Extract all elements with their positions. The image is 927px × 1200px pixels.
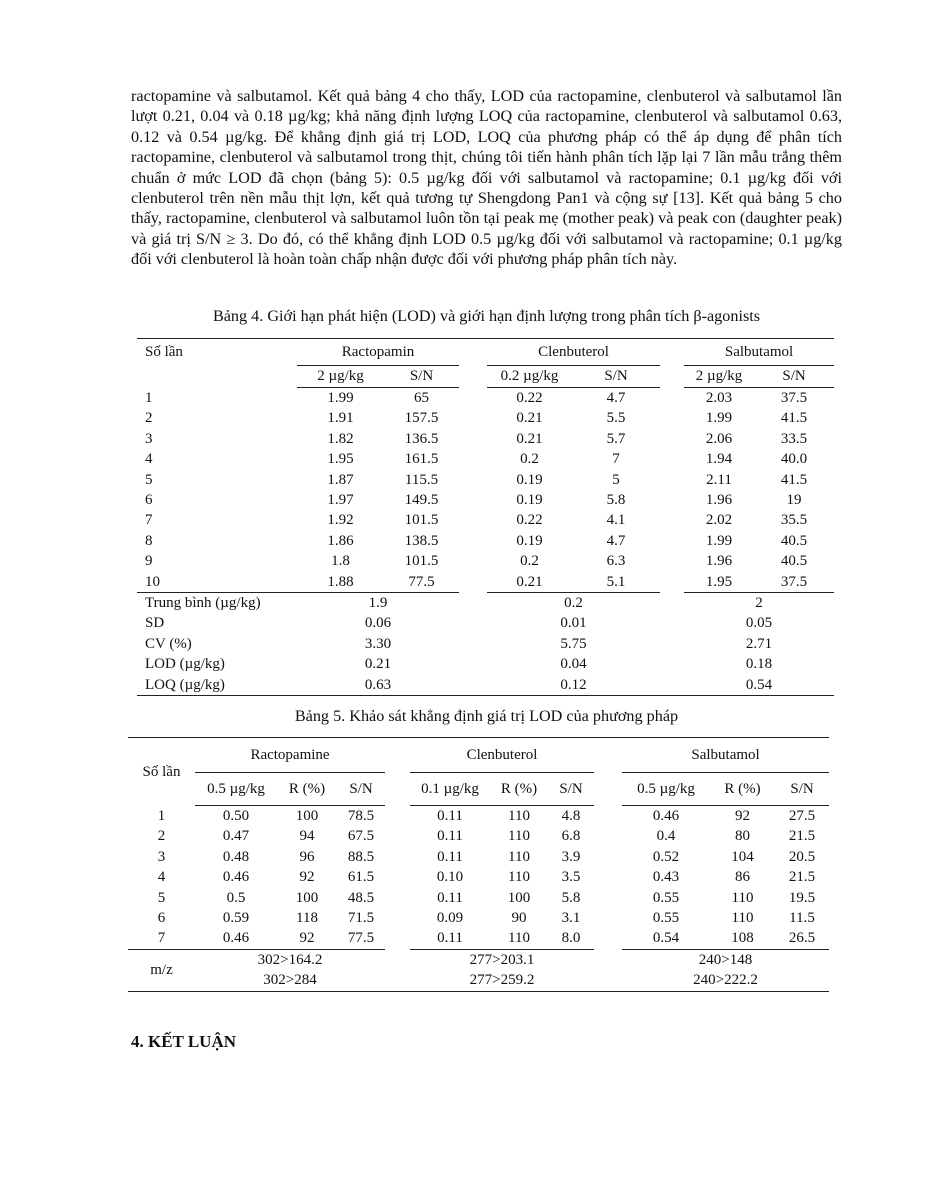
table-cell: 3.9 (561, 848, 581, 865)
table-cell: 1.82 (327, 430, 354, 447)
table-cell: 0.11 (437, 930, 463, 947)
spacer-cell (385, 826, 410, 846)
table-cell: Trung bình (µg/kg) (137, 593, 297, 614)
table-cell: 100 (295, 808, 319, 824)
table-cell: 115.5 (404, 471, 439, 488)
table-cell: 5.7 (606, 430, 626, 447)
table-cell: 1.88 (327, 573, 354, 590)
spacer-cell (459, 449, 487, 469)
spacer-cell (660, 490, 684, 510)
table-row (128, 928, 829, 949)
column-header: S/N (754, 366, 834, 388)
table-cell: 90 (511, 910, 527, 927)
mz-value: 277>259.2 (469, 972, 535, 989)
table-cell: 110 (508, 869, 530, 886)
table-cell: 20.5 (788, 848, 816, 865)
table-cell: 0.55 (652, 910, 680, 927)
table-cell: 2.02 (705, 512, 733, 529)
mz-value: 240>148 (622, 949, 829, 970)
spacer-cell (660, 675, 684, 696)
table-cell: 6.3 (606, 553, 626, 570)
table-cell: 40.5 (780, 532, 808, 549)
spacer-cell (594, 806, 622, 827)
table-cell: 1.91 (327, 410, 354, 427)
table-row (128, 908, 829, 928)
table-cell: 0.11 (437, 848, 463, 865)
spacer-cell (594, 888, 622, 908)
table-cell: 80 (735, 828, 751, 845)
table-cell: 21.5 (788, 828, 816, 845)
table-cell: 149.5 (404, 492, 439, 509)
table-cell: 7 (157, 930, 166, 947)
summary-row (137, 613, 834, 633)
spacer-cell (660, 593, 684, 614)
table-cell: 41.5 (780, 471, 808, 488)
table-cell: 1.95 (327, 451, 354, 468)
column-header: R (%) (710, 773, 775, 806)
table-cell: 10 (145, 573, 160, 590)
table-row (137, 408, 834, 428)
group-header: Salbutamol (684, 339, 834, 366)
spacer-cell (660, 572, 684, 593)
table-cell: 110 (731, 889, 754, 906)
table-cell: 6 (145, 492, 153, 509)
table-cell: 0.09 (436, 910, 464, 927)
table-cell: 94 (299, 828, 315, 845)
spacer-cell (385, 806, 410, 827)
spacer-cell (385, 888, 410, 908)
table-cell: 3 (145, 430, 153, 447)
table-cell: 0.19 (516, 532, 543, 549)
mz-value: 240>222.2 (693, 972, 758, 989)
table-cell: 4 (145, 451, 153, 468)
column-header: 2 µg/kg (684, 366, 754, 388)
table-row (137, 531, 834, 551)
table-cell: 77.5 (347, 930, 375, 947)
table-cell: 6.8 (561, 828, 581, 845)
spacer-cell (660, 634, 684, 654)
table-cell: 2.11 (706, 471, 732, 488)
group-header: Ractopamine (195, 738, 385, 773)
table4-caption: Bảng 4. Giới hạn phát hiện (LOD) và giới hạn định lượng trong phân tích β-agonists (212, 307, 761, 325)
spacer-cell (459, 613, 487, 633)
table-cell: 3 (157, 848, 166, 865)
spacer-cell (660, 408, 684, 428)
table-cell: 37.5 (780, 573, 808, 590)
spacer-cell (660, 470, 684, 490)
table-cell: 1.99 (705, 532, 733, 549)
table-row (137, 388, 834, 409)
section-heading: 4. KẾT LUẬN (131, 1032, 237, 1051)
table-cell: 26.5 (788, 930, 816, 947)
column-header: S/N (775, 773, 829, 806)
table-cell: 0.21 (516, 430, 543, 447)
table-cell: 100 (295, 889, 319, 906)
table-cell: 1.96 (705, 492, 733, 509)
table-cell: 0.11 (437, 828, 463, 845)
spacer-cell (459, 675, 487, 696)
table-cell: 118 (296, 910, 318, 927)
table-cell: 0.4 (656, 828, 676, 845)
spacer-cell (660, 388, 684, 409)
table-cell: 4 (157, 869, 166, 886)
row-header: Số lần (142, 763, 181, 780)
table-cell: 71.5 (347, 910, 375, 927)
table-cell: 0.54 (652, 930, 680, 947)
spacer-cell (594, 847, 622, 867)
table-cell: 86 (735, 869, 751, 886)
spacer-cell (594, 826, 622, 846)
table-cell: 100 (507, 889, 531, 906)
table-cell: 1.95 (705, 573, 733, 590)
spacer-cell (459, 531, 487, 551)
table-cell: 0.18 (745, 656, 773, 673)
table-cell: 110 (508, 828, 530, 845)
table-cell: 0.52 (652, 848, 680, 865)
table5-caption: Bảng 5. Khảo sát khẳng định giá trị LOD của phương pháp (294, 707, 679, 725)
table-row (137, 551, 834, 571)
table-cell: 1.9 (297, 593, 459, 614)
spacer-cell (459, 572, 487, 593)
table-cell: 40.5 (780, 553, 808, 570)
mz-value: 302>284 (263, 972, 317, 989)
table-cell: 4.1 (606, 512, 626, 529)
table-row (137, 572, 834, 593)
table-cell: 48.5 (347, 889, 375, 906)
table-cell: 1.94 (705, 451, 733, 468)
table-cell: 40.0 (780, 451, 808, 468)
table-cell: 0.2 (520, 553, 539, 570)
spacer-cell (594, 908, 622, 928)
column-header: S/N (548, 773, 594, 806)
body-paragraph: ractopamine và salbutamol. Kết quả bảng 4 cho thấy, LOD của ractopamine, clenbuterol và salbutamol lần lượt 0.21, 0.04 và 0.18 µg/kg; khả năng định lượng LOQ của ractopamine, clenbuterol và salbutamol 0.63, 0.12 và 0.54 µg/kg. Để khẳng định giá trị LOD, LOQ của phương pháp có thể áp dụng để phân tích ractopamine, clenbuterol và salbutamol trong thịt, chúng tôi tiến hành phân tích lặp lại 7 lần mẫu trắng thêm chuẩn ở mức LOD đã chọn (bảng 5): 0.5 µg/kg đối với salbutamol và ractopamine; 0.1 µg/kg đối với clenbuterol trên nền mẫu thịt lợn, kết quả tương tự Shengdong Pan1 và cộng sự [13]. Kết quả bảng 5 cho thấy, ractopamine, clenbuterol và salbutamol luôn tồn tại peak mẹ (mother peak) và peak con (daughter peak) và giá trị S/N ≥ 3. Do đó, có thể khẳng định LOD 0.5 µg/kg đối với salbutamol và ractopamine; 0.1 µg/kg đối với clenbuterol là hoàn toàn chấp nhận được đối với phương pháp phân tích này. (131, 87, 842, 269)
table-cell: 0.01 (560, 615, 587, 632)
table-cell: 110 (508, 848, 530, 865)
spacer-cell (660, 531, 684, 551)
table-row (137, 449, 834, 469)
table-cell: 161.5 (404, 451, 439, 468)
table-cell: 0.46 (222, 869, 250, 886)
table-cell: 67.5 (347, 828, 375, 845)
table-row (137, 490, 834, 510)
group-header: Clenbuterol (410, 738, 594, 773)
table-cell: 5.75 (560, 635, 587, 652)
table-cell: 0.06 (364, 615, 392, 632)
spacer-cell (660, 449, 684, 469)
table-cell: 0.11 (437, 808, 463, 824)
table-cell: 110 (731, 910, 754, 927)
table-cell: 108 (731, 930, 754, 947)
spacer-cell (459, 654, 487, 674)
table-row (137, 470, 834, 490)
group-header: Ractopamin (297, 339, 459, 366)
table-cell: 33.5 (780, 430, 808, 447)
spacer-cell (385, 867, 410, 887)
table-cell: 0.19 (516, 492, 543, 509)
table-cell: 0.21 (516, 410, 543, 427)
table-cell: 1 (145, 389, 153, 406)
column-header: 0.5 µg/kg (195, 773, 277, 806)
table-cell: 8 (145, 532, 153, 549)
table-cell: 1.8 (331, 553, 350, 570)
table-row (128, 806, 829, 827)
table-cell: 1.96 (705, 553, 733, 570)
table-cell: 41.5 (780, 410, 808, 427)
table-cell: 136.5 (404, 430, 439, 447)
table-cell: 1.99 (327, 390, 354, 406)
spacer-cell (459, 388, 487, 409)
table-cell: 0.46 (652, 808, 680, 824)
summary-row (137, 634, 834, 654)
column-header: 0.5 µg/kg (622, 773, 710, 806)
column-header: 0.2 µg/kg (487, 366, 572, 388)
table-cell: 7 (612, 451, 620, 468)
table-cell: 92 (735, 808, 751, 824)
spacer-cell (459, 593, 487, 614)
table-cell: 3.1 (561, 910, 581, 927)
table-cell: 3.5 (561, 869, 581, 886)
table-cell: 0.11 (437, 889, 463, 906)
table-cell: 101.5 (404, 512, 439, 529)
table-cell: 0.19 (516, 471, 543, 488)
table-cell: 0.59 (222, 910, 250, 927)
table-row (137, 429, 834, 449)
table-row (137, 510, 834, 530)
row-header: Số lần (145, 344, 183, 360)
spacer-cell (594, 928, 622, 949)
table-row (128, 847, 829, 867)
table-cell: 0.21 (364, 656, 392, 673)
table-cell: 8.0 (561, 930, 581, 947)
spacer-cell (459, 510, 487, 530)
table-cell: 2 (157, 828, 166, 845)
table-cell: 92 (299, 869, 315, 886)
table-cell: 37.5 (780, 390, 808, 406)
table-cell: 1.86 (327, 532, 354, 549)
column-header: S/N (384, 366, 459, 388)
spacer-cell (459, 470, 487, 490)
group-header: Salbutamol (622, 738, 829, 773)
spacer-cell (594, 867, 622, 887)
table-cell: 0.04 (560, 656, 587, 673)
table-cell: 92 (299, 930, 315, 947)
table-cell: 1.97 (327, 492, 354, 509)
table-cell: 5 (145, 471, 153, 488)
column-header: S/N (337, 773, 385, 806)
table-cell: 5.8 (606, 492, 626, 509)
table-cell: 1 (157, 807, 166, 824)
table-cell: 19.5 (788, 889, 816, 906)
mz-label: m/z (128, 949, 195, 991)
table-cell: 78.5 (347, 808, 375, 824)
table-cell: 5 (157, 889, 166, 906)
table-cell: 0.48 (222, 848, 250, 865)
table-cell: 5.8 (561, 889, 581, 906)
table-cell: 1.99 (705, 410, 733, 427)
table-4 (137, 338, 834, 696)
table-cell: 11.5 (789, 910, 815, 927)
summary-row (137, 675, 834, 696)
table-row (128, 867, 829, 887)
table-cell: 2.03 (705, 390, 733, 406)
table-cell: 1.92 (327, 512, 354, 529)
table-cell: 157.5 (404, 410, 439, 427)
table-cell: 0.2 (520, 451, 539, 468)
table-cell: 5.1 (606, 573, 626, 590)
spacer-cell (459, 634, 487, 654)
table-cell: 88.5 (347, 848, 375, 865)
table-cell: 0.5 (226, 889, 246, 906)
spacer-cell (660, 429, 684, 449)
table-cell: 5.5 (606, 410, 626, 427)
table-cell: 5 (612, 471, 620, 488)
table-cell: 2.06 (705, 430, 733, 447)
spacer-cell (385, 847, 410, 867)
summary-row (137, 593, 834, 614)
table-cell: 0.50 (222, 808, 250, 824)
spacer-cell (459, 408, 487, 428)
spacer-cell (459, 490, 487, 510)
spacer-cell (459, 551, 487, 571)
table-cell: 27.5 (788, 808, 816, 824)
table-row (128, 888, 829, 908)
table-cell: 96 (299, 848, 315, 865)
table-cell: 0.05 (745, 615, 773, 632)
spacer-cell (660, 613, 684, 633)
table-cell: 0.47 (222, 828, 250, 845)
table-cell: 0.55 (652, 889, 680, 906)
table-cell: 2 (145, 410, 153, 427)
table-cell: 0.46 (222, 930, 250, 947)
column-header: 0.1 µg/kg (410, 773, 490, 806)
table-cell: 0.12 (560, 676, 587, 693)
summary-row (137, 654, 834, 674)
table-cell: 0.22 (516, 512, 543, 529)
mz-value: 277>203.1 (410, 949, 594, 970)
table-cell: CV (%) (145, 635, 192, 652)
table-cell: 110 (508, 930, 530, 947)
table-cell: 104 (731, 848, 754, 865)
table-cell: 4.7 (606, 390, 626, 406)
table-cell: 61.5 (347, 869, 375, 886)
table-cell: 6 (157, 910, 166, 927)
spacer-cell (385, 928, 410, 949)
table-cell: 0.43 (652, 869, 680, 886)
table-cell: 4.7 (606, 532, 626, 549)
table-cell: 3.30 (364, 635, 392, 652)
table-cell: 0.2 (487, 593, 660, 614)
table-cell: LOQ (µg/kg) (145, 676, 225, 693)
mz-value: 302>164.2 (195, 949, 385, 970)
table-cell: 138.5 (404, 532, 439, 549)
table-cell: 0.63 (364, 676, 392, 693)
table-cell: LOD (µg/kg) (145, 656, 225, 673)
column-header: S/N (572, 366, 660, 388)
table-5 (128, 737, 829, 992)
table-cell: 2 (684, 593, 834, 614)
table-cell: 0.54 (745, 676, 773, 693)
table-cell: 19 (786, 492, 802, 509)
spacer-cell (385, 908, 410, 928)
table-cell: 21.5 (788, 869, 816, 886)
table-cell: 101.5 (404, 553, 439, 570)
spacer-cell (660, 551, 684, 571)
group-header: Clenbuterol (487, 339, 660, 366)
table-cell: 0.10 (436, 869, 464, 886)
table-cell: 2.71 (745, 635, 773, 652)
spacer-cell (660, 510, 684, 530)
table-cell: SD (145, 615, 165, 632)
table-cell: 9 (145, 553, 153, 570)
spacer-cell (459, 429, 487, 449)
spacer-cell (660, 654, 684, 674)
column-header: 2 µg/kg (297, 366, 384, 388)
table-cell: 77.5 (408, 573, 435, 590)
table-cell: 65 (414, 390, 429, 406)
table-cell: 4.8 (561, 808, 581, 824)
column-header: R (%) (490, 773, 548, 806)
column-header: R (%) (277, 773, 337, 806)
table-row (128, 826, 829, 846)
table-cell: 0.21 (516, 573, 543, 590)
table-cell: 0.22 (516, 390, 543, 406)
table-cell: 110 (508, 808, 530, 824)
table-cell: 1.87 (327, 471, 354, 488)
table-cell: 7 (145, 512, 153, 529)
table-cell: 35.5 (780, 512, 808, 529)
